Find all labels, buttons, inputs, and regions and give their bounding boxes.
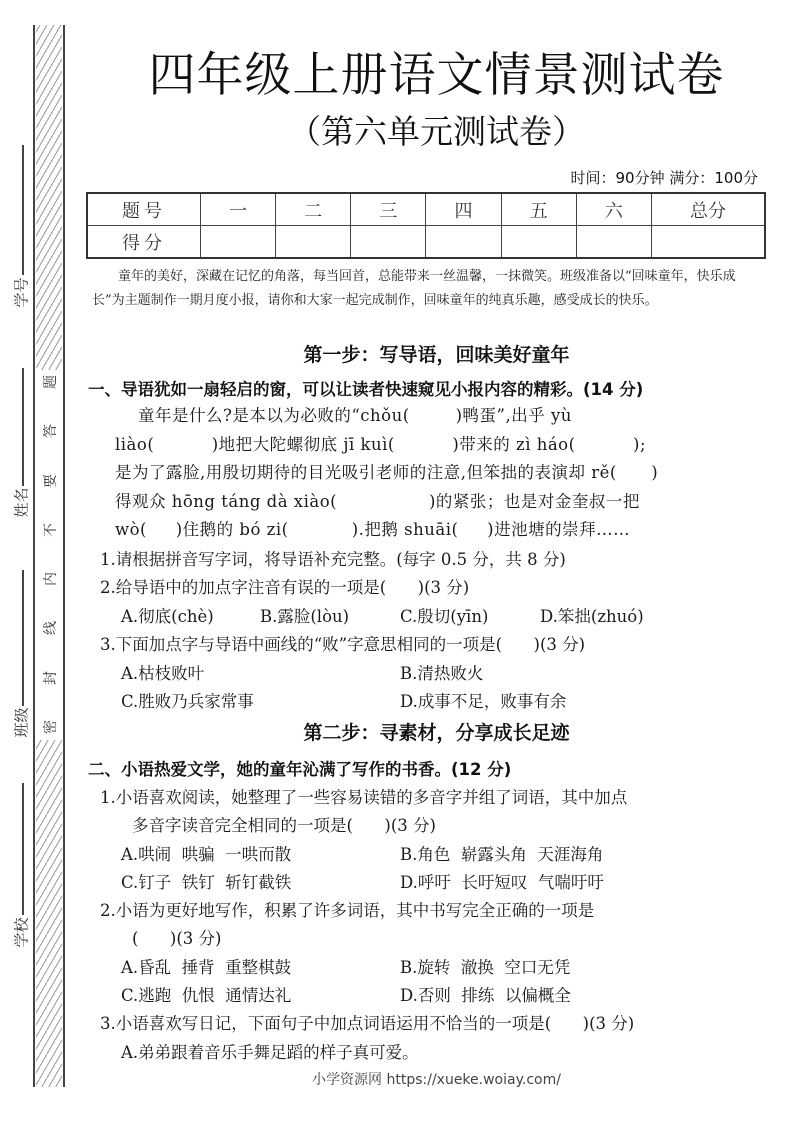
question-2-heading: 二、小语热爱文学，她的童年沁满了写作的书香。(12 分) <box>88 760 512 779</box>
student-name-field[interactable] <box>22 368 24 486</box>
q1-sub3: 3.下面加点字与导语中画线的“败”字意思相同的一项是( )(3 分) <box>100 635 586 654</box>
seal-char: 线 <box>43 621 59 636</box>
exam-time-score: 时间：90分钟 满分：100分 <box>570 169 758 187</box>
q1-sub2-option-d[interactable]: D.笨拙(zhuó) <box>540 607 644 626</box>
margin-hatch-top <box>36 25 62 370</box>
q1-sub2-option-a[interactable]: A.彻底(chè) <box>121 607 214 626</box>
q1-sub2-option-c[interactable]: C.殷切(yīn) <box>400 607 489 626</box>
student-id-field[interactable] <box>22 145 24 275</box>
score-cell[interactable] <box>576 226 651 259</box>
binding-margin <box>0 0 80 1121</box>
q1-sub3-option-d[interactable]: D.成事不足，败事有余 <box>400 692 567 711</box>
question-1-heading: 一、导语犹如一扇轻启的窗，可以让读者快速窥见小报内容的精彩。(14 分) <box>88 380 644 399</box>
q2-sub3: 3.小语喜欢写日记，下面句子中加点词语运用不恰当的一项是( )(3 分) <box>100 1014 635 1033</box>
school-label: 学校 <box>12 917 31 948</box>
margin-border-left <box>33 25 35 1087</box>
seal-char: 密 <box>43 719 59 734</box>
score-table-header-row <box>87 193 765 226</box>
score-cell[interactable] <box>426 226 501 259</box>
source-watermark: 小学资源网 https://xueke.woiay.com/ <box>312 1072 561 1088</box>
passage-line: 童年是什么?是本以为必败的“chǒu( )鸭蛋”,出乎 yù <box>115 406 572 425</box>
class-field[interactable] <box>22 570 24 706</box>
passage-line: 是为了露脸,用殷切期待的目光吸引老师的注意,但笨拙的表演却 rě( ) <box>115 463 659 482</box>
header-cell: 总分 <box>652 193 766 226</box>
q1-sub3-option-b[interactable]: B.清热败火 <box>400 664 484 683</box>
q1-sub3-option-a[interactable]: A.枯枝败叶 <box>121 664 205 683</box>
guide-passage <box>115 402 755 545</box>
passage-line: wò( )住鹅的 bó zi( ).把鹅 shuāi( )进池塘的崇拜…… <box>115 520 631 539</box>
q1-sub3-option-c[interactable]: C.胜败乃兵家常事 <box>121 692 254 711</box>
q2-sub3-option-a[interactable]: A.弟弟跟着音乐手舞足蹈的样子真可爱。 <box>121 1043 419 1062</box>
q2-sub2-option-d[interactable]: D.否则 排练 以偏概全 <box>400 986 571 1005</box>
q2-sub1-option-a[interactable]: A.哄闹 哄骗 一哄而散 <box>121 845 292 864</box>
header-cell: 一 <box>201 193 276 226</box>
seal-char: 内 <box>43 572 59 587</box>
q1-sub2-option-b[interactable]: B.露脸(lòu) <box>260 607 350 626</box>
passage-line: 得观众 hōng táng dà xiào( )的紧张；也是对金奎叔一把 <box>115 491 640 511</box>
score-cell[interactable] <box>501 226 576 259</box>
q2-sub2-option-c[interactable]: C.逃跑 仇恨 通情达礼 <box>121 986 292 1005</box>
q1-sub1: 1.请根据拼音写字词，将导语补充完整。(每字 0.5 分，共 8 分) <box>100 550 566 569</box>
step1-heading: 第一步：写导语，回味美好童年 <box>303 344 570 366</box>
q2-sub1-option-c[interactable]: C.钉子 铁钉 斩钉截铁 <box>121 873 292 892</box>
score-cell[interactable] <box>351 226 426 259</box>
class-label: 班级 <box>12 707 31 738</box>
score-table-score-row <box>87 226 765 259</box>
margin-border-right <box>63 25 65 1087</box>
intro-paragraph: 童年的美好，深藏在记忆的角落，每当回首，总能带来一丝温馨，一抹微笑。班级准备以“回味童年，快乐成长”为主题制作一期月度小报，请你和大家一起完成制作，回味童年的纯真乐趣，感受成长的快乐。 <box>92 269 736 308</box>
score-cell[interactable] <box>201 226 276 259</box>
q2-sub2-line2: ( )(3 分) <box>132 929 222 948</box>
student-id-label: 学号 <box>12 277 31 308</box>
q2-sub2-line1: 2.小语为更好地写作，积累了许多词语，其中书写完全正确的一项是 <box>100 901 595 920</box>
seal-char: 答 <box>43 424 59 439</box>
student-name-label: 姓名 <box>12 487 31 518</box>
seal-char: 不 <box>43 522 59 537</box>
q2-sub1-option-d[interactable]: D.呼吁 长吁短叹 气喘吁吁 <box>400 873 604 892</box>
q2-sub1-line1: 1.小语喜欢阅读，她整理了一些容易读错的多音字并组了词语，其中加点 <box>100 788 628 807</box>
school-field[interactable] <box>22 783 24 915</box>
seal-char: 封 <box>43 670 59 685</box>
page-title: 四年级上册语文情景测试卷 <box>148 48 725 103</box>
seal-line-notice <box>38 372 62 737</box>
seal-char: 要 <box>43 473 59 488</box>
header-cell: 六 <box>576 193 651 226</box>
step2-heading: 第二步：寻素材，分享成长足迹 <box>303 722 570 744</box>
margin-hatch-bottom <box>36 740 62 1087</box>
seal-char: 题 <box>43 375 59 389</box>
score-row-label: 得分 <box>87 226 201 259</box>
header-cell: 四 <box>426 193 501 226</box>
passage-line: liào( )地把大陀螺彻底 jī kuì( )带来的 zì háo( ); <box>115 434 646 454</box>
header-cell: 三 <box>351 193 426 226</box>
score-cell-total[interactable] <box>652 226 766 259</box>
score-table <box>86 192 766 259</box>
header-cell: 题号 <box>87 193 201 226</box>
q2-sub1-line2: 多音字读音完全相同的一项是( )(3 分) <box>132 816 436 835</box>
q2-sub2-option-a[interactable]: A.昏乱 捶背 重整棋鼓 <box>121 958 292 977</box>
q1-sub2: 2.给导语中的加点字注音有误的一项是( )(3 分) <box>100 578 470 597</box>
page-subtitle: （第六单元测试卷） <box>288 112 585 151</box>
header-cell: 二 <box>276 193 351 226</box>
q2-sub2-option-b[interactable]: B.旋转 澈换 空口无凭 <box>400 958 571 977</box>
score-cell[interactable] <box>276 226 351 259</box>
q2-sub1-option-b[interactable]: B.角色 崭露头角 天涯海角 <box>400 845 604 864</box>
header-cell: 五 <box>501 193 576 226</box>
